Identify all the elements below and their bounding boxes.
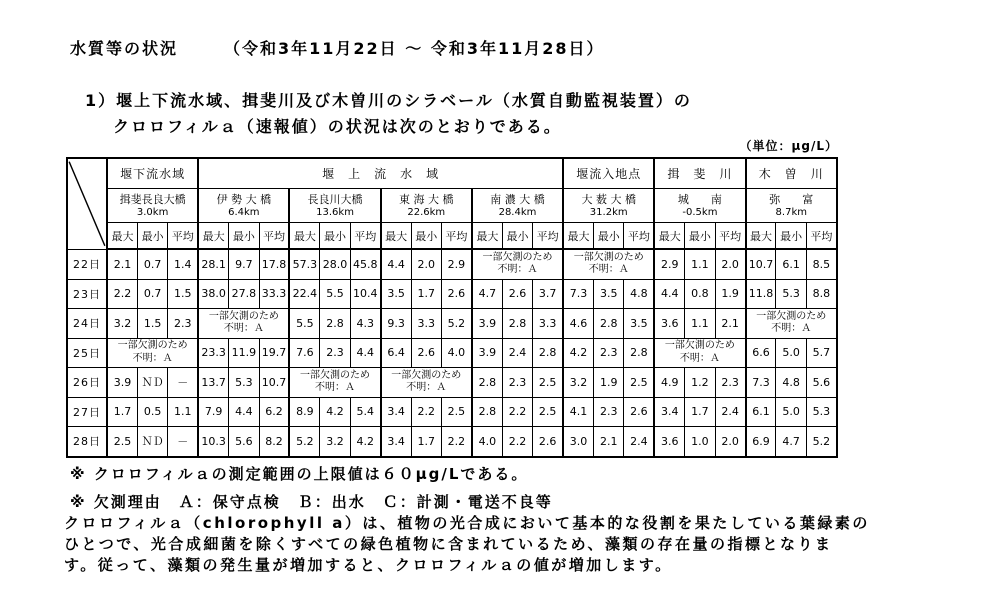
value-cell: 4.0 <box>472 427 502 457</box>
station-name: 伊 勢 大 橋 <box>216 193 272 207</box>
table-row <box>67 279 837 309</box>
stat-header: 最大 <box>472 223 502 250</box>
value-cell: 5.3 <box>229 368 259 398</box>
value-cell: 6.6 <box>746 338 776 368</box>
stat-header: 最大 <box>289 223 319 250</box>
table-row <box>67 249 837 279</box>
value-cell: 2.1 <box>594 427 624 457</box>
value-cell: 2.3 <box>320 338 350 368</box>
station-header <box>107 189 198 223</box>
value-cell: 3.2 <box>320 427 350 457</box>
header-stat-row <box>67 223 837 250</box>
value-cell: 3.4 <box>381 397 411 427</box>
missing-data-cell <box>107 338 198 368</box>
value-cell: 27.8 <box>229 279 259 309</box>
value-cell: ＮＤ <box>137 427 167 457</box>
station-distance: 31.2km <box>589 206 628 218</box>
value-cell: 2.8 <box>472 368 502 398</box>
station-distance: -0.5km <box>682 206 718 218</box>
date-cell: 27日 <box>67 397 107 427</box>
value-cell: 33.3 <box>259 279 289 309</box>
value-cell: 1.1 <box>168 397 198 427</box>
stat-header: 最小 <box>685 223 715 250</box>
stat-header: 最小 <box>411 223 441 250</box>
value-cell: 2.2 <box>411 397 441 427</box>
station-distance: 28.4km <box>498 206 537 218</box>
value-cell: 3.0 <box>563 427 593 457</box>
missing-data-cell <box>289 368 380 398</box>
value-cell: 8.2 <box>259 427 289 457</box>
missing-line-1: 一部欠測のため <box>756 310 827 322</box>
stat-header: 平均 <box>533 223 563 250</box>
page-title <box>70 36 605 59</box>
value-cell: 4.4 <box>654 279 684 309</box>
value-cell: 8.8 <box>806 279 837 309</box>
value-cell: 4.4 <box>229 397 259 427</box>
intro-line2: クロロフィルａ（速報値）の状況は次のとおりである。 <box>113 117 562 136</box>
table-row <box>67 368 837 398</box>
value-cell: 6.1 <box>776 249 806 279</box>
station-header <box>472 189 563 223</box>
value-cell: 2.9 <box>441 249 471 279</box>
value-cell: 1.5 <box>168 279 198 309</box>
value-cell: 5.2 <box>289 427 319 457</box>
value-cell: 7.3 <box>563 279 593 309</box>
value-cell: 2.8 <box>320 309 350 339</box>
value-cell: 4.8 <box>624 279 654 309</box>
missing-line-2: 不明：Ａ <box>406 382 447 394</box>
value-cell: 1.7 <box>107 397 137 427</box>
value-cell: 2.6 <box>411 338 441 368</box>
value-cell: 2.0 <box>715 427 745 457</box>
value-cell: 6.9 <box>746 427 776 457</box>
station-header <box>654 189 745 223</box>
value-cell: 1.9 <box>594 368 624 398</box>
stat-header: 最小 <box>229 223 259 250</box>
missing-line-2: 不明：Ａ <box>497 264 538 276</box>
value-cell: 10.4 <box>350 279 380 309</box>
value-cell: 2.8 <box>594 309 624 339</box>
stat-header: 最大 <box>107 223 137 250</box>
value-cell: 1.7 <box>685 397 715 427</box>
station-header <box>289 189 380 223</box>
missing-line-1: 一部欠測のため <box>482 251 553 263</box>
station-header <box>198 189 289 223</box>
value-cell: 28.1 <box>198 249 228 279</box>
missing-line-1: 一部欠測のため <box>664 340 735 352</box>
value-cell: 28.0 <box>320 249 350 279</box>
value-cell: 4.1 <box>563 397 593 427</box>
missing-data-cell <box>381 368 472 398</box>
value-cell: 8.5 <box>806 249 837 279</box>
station-header <box>563 189 654 223</box>
value-cell: 2.3 <box>594 397 624 427</box>
station-name: 東 海 大 橋 <box>399 193 454 207</box>
value-cell: 2.5 <box>533 368 563 398</box>
value-cell: 5.2 <box>806 427 837 457</box>
value-cell: 4.4 <box>381 249 411 279</box>
value-cell: 1.1 <box>685 249 715 279</box>
value-cell: 11.8 <box>746 279 776 309</box>
value-cell: 2.0 <box>411 249 441 279</box>
value-cell: 9.3 <box>381 309 411 339</box>
value-cell: 11.9 <box>229 338 259 368</box>
stat-header: 最大 <box>746 223 776 250</box>
station-header <box>381 189 472 223</box>
value-cell: 2.6 <box>441 279 471 309</box>
value-cell: 2.4 <box>624 427 654 457</box>
value-cell: 22.4 <box>289 279 319 309</box>
value-cell: 5.7 <box>806 338 837 368</box>
station-name: 揖斐長良大橋 <box>119 193 186 207</box>
column-group-header: 堰下流水域 <box>107 158 198 189</box>
value-cell: 38.0 <box>198 279 228 309</box>
stat-header: 最大 <box>381 223 411 250</box>
stat-header: 最大 <box>198 223 228 250</box>
value-cell: 45.8 <box>350 249 380 279</box>
missing-line-1: 一部欠測のため <box>117 340 188 352</box>
value-cell: 2.2 <box>441 427 471 457</box>
value-cell: 2.5 <box>624 368 654 398</box>
value-cell: 4.8 <box>776 368 806 398</box>
value-cell: 3.2 <box>563 368 593 398</box>
value-cell: 1.5 <box>137 309 167 339</box>
value-cell: 6.1 <box>746 397 776 427</box>
value-cell: 5.0 <box>776 338 806 368</box>
value-cell: 5.5 <box>289 309 319 339</box>
date-cell: 23日 <box>67 279 107 309</box>
value-cell: 6.2 <box>259 397 289 427</box>
station-distance: 22.6km <box>407 206 446 218</box>
value-cell: 1.7 <box>411 279 441 309</box>
intro-line1: 1）堰上下流水域、揖斐川及び木曽川のシラベール（水質自動監視装置）の <box>85 91 692 110</box>
value-cell: 0.7 <box>137 279 167 309</box>
water-quality-table <box>66 157 838 458</box>
value-cell: 2.3 <box>502 368 532 398</box>
description-line-1: クロロフィルａ（chlorophyll a）は、植物の光合成において基本的な役割を果たしている葉緑素の <box>64 514 870 532</box>
value-cell: 5.3 <box>806 397 837 427</box>
value-cell: 2.0 <box>715 249 745 279</box>
value-cell: 2.2 <box>107 279 137 309</box>
value-cell: 4.9 <box>654 368 684 398</box>
value-cell: 0.7 <box>137 249 167 279</box>
value-cell: － <box>168 368 198 398</box>
value-cell: 5.6 <box>806 368 837 398</box>
missing-line-2: 不明：Ａ <box>771 323 812 335</box>
station-distance: 8.7km <box>775 206 807 218</box>
value-cell: 3.6 <box>654 427 684 457</box>
value-cell: 3.9 <box>472 309 502 339</box>
value-cell: 2.5 <box>533 397 563 427</box>
date-cell: 28日 <box>67 427 107 457</box>
stat-header: 平均 <box>441 223 471 250</box>
value-cell: 0.5 <box>137 397 167 427</box>
value-cell: 4.4 <box>350 338 380 368</box>
missing-line-2: 不明：Ａ <box>588 264 629 276</box>
missing-line-1: 一部欠測のため <box>300 369 371 381</box>
stat-header: 平均 <box>624 223 654 250</box>
value-cell: 1.9 <box>715 279 745 309</box>
value-cell: 4.3 <box>350 309 380 339</box>
value-cell: 4.2 <box>563 338 593 368</box>
value-cell: 2.6 <box>533 427 563 457</box>
value-cell: 3.3 <box>533 309 563 339</box>
value-cell: 5.4 <box>350 397 380 427</box>
chlorophyll-description <box>64 513 870 576</box>
column-group-header: 木 曽 川 <box>746 158 837 189</box>
stat-header: 最小 <box>776 223 806 250</box>
value-cell: 2.8 <box>624 338 654 368</box>
date-cell: 26日 <box>67 368 107 398</box>
column-group-header: 堰流入地点 <box>563 158 654 189</box>
date-cell: 22日 <box>67 249 107 279</box>
missing-data-cell <box>746 309 837 339</box>
stat-header: 平均 <box>806 223 837 250</box>
value-cell: 17.8 <box>259 249 289 279</box>
date-cell: 25日 <box>67 338 107 368</box>
value-cell: 1.0 <box>685 427 715 457</box>
missing-data-cell <box>472 249 563 279</box>
value-cell: 2.8 <box>502 309 532 339</box>
stat-header: 平均 <box>259 223 289 250</box>
station-name: 南 濃 大 橋 <box>490 193 545 207</box>
value-cell: 6.4 <box>381 338 411 368</box>
station-header <box>746 189 837 223</box>
value-cell: 4.0 <box>441 338 471 368</box>
value-cell: 3.9 <box>107 368 137 398</box>
value-cell: 3.3 <box>411 309 441 339</box>
value-cell: 2.8 <box>472 397 502 427</box>
value-cell: 2.2 <box>502 397 532 427</box>
value-cell: 9.7 <box>229 249 259 279</box>
value-cell: 3.7 <box>533 279 563 309</box>
value-cell: 2.1 <box>715 309 745 339</box>
value-cell: 3.5 <box>381 279 411 309</box>
column-group-header: 堰 上 流 水 域 <box>198 158 563 189</box>
value-cell: 10.7 <box>259 368 289 398</box>
value-cell: 4.2 <box>350 427 380 457</box>
value-cell: 2.5 <box>441 397 471 427</box>
missing-line-2: 不明：Ａ <box>223 323 264 335</box>
value-cell: 8.9 <box>289 397 319 427</box>
page-title-text: 水質等の状況 <box>70 39 179 58</box>
column-group-header: 揖 斐 川 <box>654 158 745 189</box>
diagonal-line <box>68 159 106 249</box>
value-cell: 2.3 <box>168 309 198 339</box>
value-cell: 2.6 <box>502 279 532 309</box>
value-cell: 2.5 <box>107 427 137 457</box>
missing-line-1: 一部欠測のため <box>391 369 462 381</box>
value-cell: 5.3 <box>776 279 806 309</box>
station-name: 弥 富 <box>769 193 814 207</box>
value-cell: 2.3 <box>594 338 624 368</box>
missing-line-2: 不明：Ａ <box>132 352 173 364</box>
missing-line-1: 一部欠測のため <box>208 310 279 322</box>
stat-header: 最小 <box>594 223 624 250</box>
value-cell: 3.4 <box>381 427 411 457</box>
unit-label: （単位：μg/L） <box>739 139 838 153</box>
value-cell: 4.7 <box>776 427 806 457</box>
value-cell: 3.4 <box>654 397 684 427</box>
value-cell: 0.8 <box>685 279 715 309</box>
value-cell: 2.9 <box>654 249 684 279</box>
header-group-row <box>67 158 837 189</box>
value-cell: 3.2 <box>107 309 137 339</box>
value-cell: 1.1 <box>685 309 715 339</box>
station-distance: 3.0km <box>136 206 169 218</box>
table-row <box>67 427 837 457</box>
value-cell: 2.2 <box>502 427 532 457</box>
value-cell: 1.2 <box>685 368 715 398</box>
value-cell: 57.3 <box>289 249 319 279</box>
stat-header: 最大 <box>654 223 684 250</box>
value-cell: 4.2 <box>320 397 350 427</box>
station-name: 城 南 <box>677 193 722 207</box>
station-name: 長良川大橋 <box>307 193 363 207</box>
missing-line-1: 一部欠測のため <box>573 251 644 263</box>
value-cell: 2.1 <box>107 249 137 279</box>
value-cell: 1.4 <box>168 249 198 279</box>
value-cell: 23.3 <box>198 338 228 368</box>
stat-header: 最小 <box>137 223 167 250</box>
value-cell: 7.3 <box>746 368 776 398</box>
value-cell: 19.7 <box>259 338 289 368</box>
stat-header: 平均 <box>350 223 380 250</box>
table-body <box>67 249 837 457</box>
value-cell: 10.3 <box>198 427 228 457</box>
page-title-period: （令和3年11月22日 ～ 令和3年11月28日） <box>224 39 605 58</box>
diagonal-header-cell <box>67 158 107 249</box>
missing-line-2: 不明：Ａ <box>679 352 720 364</box>
missing-data-cell <box>198 309 289 339</box>
station-name: 大 薮 大 橋 <box>581 193 636 207</box>
value-cell: 5.5 <box>320 279 350 309</box>
value-cell: 3.9 <box>472 338 502 368</box>
value-cell: 1.7 <box>411 427 441 457</box>
date-cell: 24日 <box>67 309 107 339</box>
value-cell: 2.4 <box>715 397 745 427</box>
table-row <box>67 309 837 339</box>
missing-data-cell <box>563 249 654 279</box>
header-station-row <box>67 189 837 223</box>
missing-line-2: 不明：Ａ <box>315 382 356 394</box>
stat-header: 平均 <box>715 223 745 250</box>
value-cell: 3.5 <box>594 279 624 309</box>
value-cell: 5.2 <box>441 309 471 339</box>
value-cell: 2.4 <box>502 338 532 368</box>
value-cell: 3.6 <box>654 309 684 339</box>
description-line-2: ひとつで、光合成細菌を除くすべての緑色植物に含まれているため、藻類の存在量の指標となりま <box>64 535 833 553</box>
station-distance: 6.4km <box>228 206 260 218</box>
value-cell: 5.0 <box>776 397 806 427</box>
value-cell: 3.5 <box>624 309 654 339</box>
value-cell: － <box>168 427 198 457</box>
station-distance: 13.6km <box>316 206 354 218</box>
value-cell: 10.7 <box>746 249 776 279</box>
value-cell: 13.7 <box>198 368 228 398</box>
value-cell: 2.6 <box>624 397 654 427</box>
table-head <box>67 158 837 249</box>
table-row <box>67 338 837 368</box>
stat-header: 最大 <box>563 223 593 250</box>
value-cell: 7.9 <box>198 397 228 427</box>
stat-header: 最小 <box>320 223 350 250</box>
description-line-3: す。従って、藻類の発生量が増加すると、クロロフィルａの値が増加します。 <box>64 556 673 574</box>
stat-header: 最小 <box>502 223 532 250</box>
table-row <box>67 397 837 427</box>
value-cell: 4.7 <box>472 279 502 309</box>
value-cell: 2.3 <box>715 368 745 398</box>
missing-data-cell <box>654 338 745 368</box>
value-cell: 7.6 <box>289 338 319 368</box>
note-measurement-limit: ※ クロロフィルａの測定範囲の上限値は６０μg/Lである。 <box>70 465 529 483</box>
value-cell: 2.8 <box>533 338 563 368</box>
value-cell: ＮＤ <box>137 368 167 398</box>
stat-header: 平均 <box>168 223 198 250</box>
value-cell: 4.6 <box>563 309 593 339</box>
note-missing-reason: ※ 欠測理由 Ａ：保守点検 Ｂ：出水 Ｃ：計測・電送不良等 <box>70 493 553 511</box>
value-cell: 5.6 <box>229 427 259 457</box>
